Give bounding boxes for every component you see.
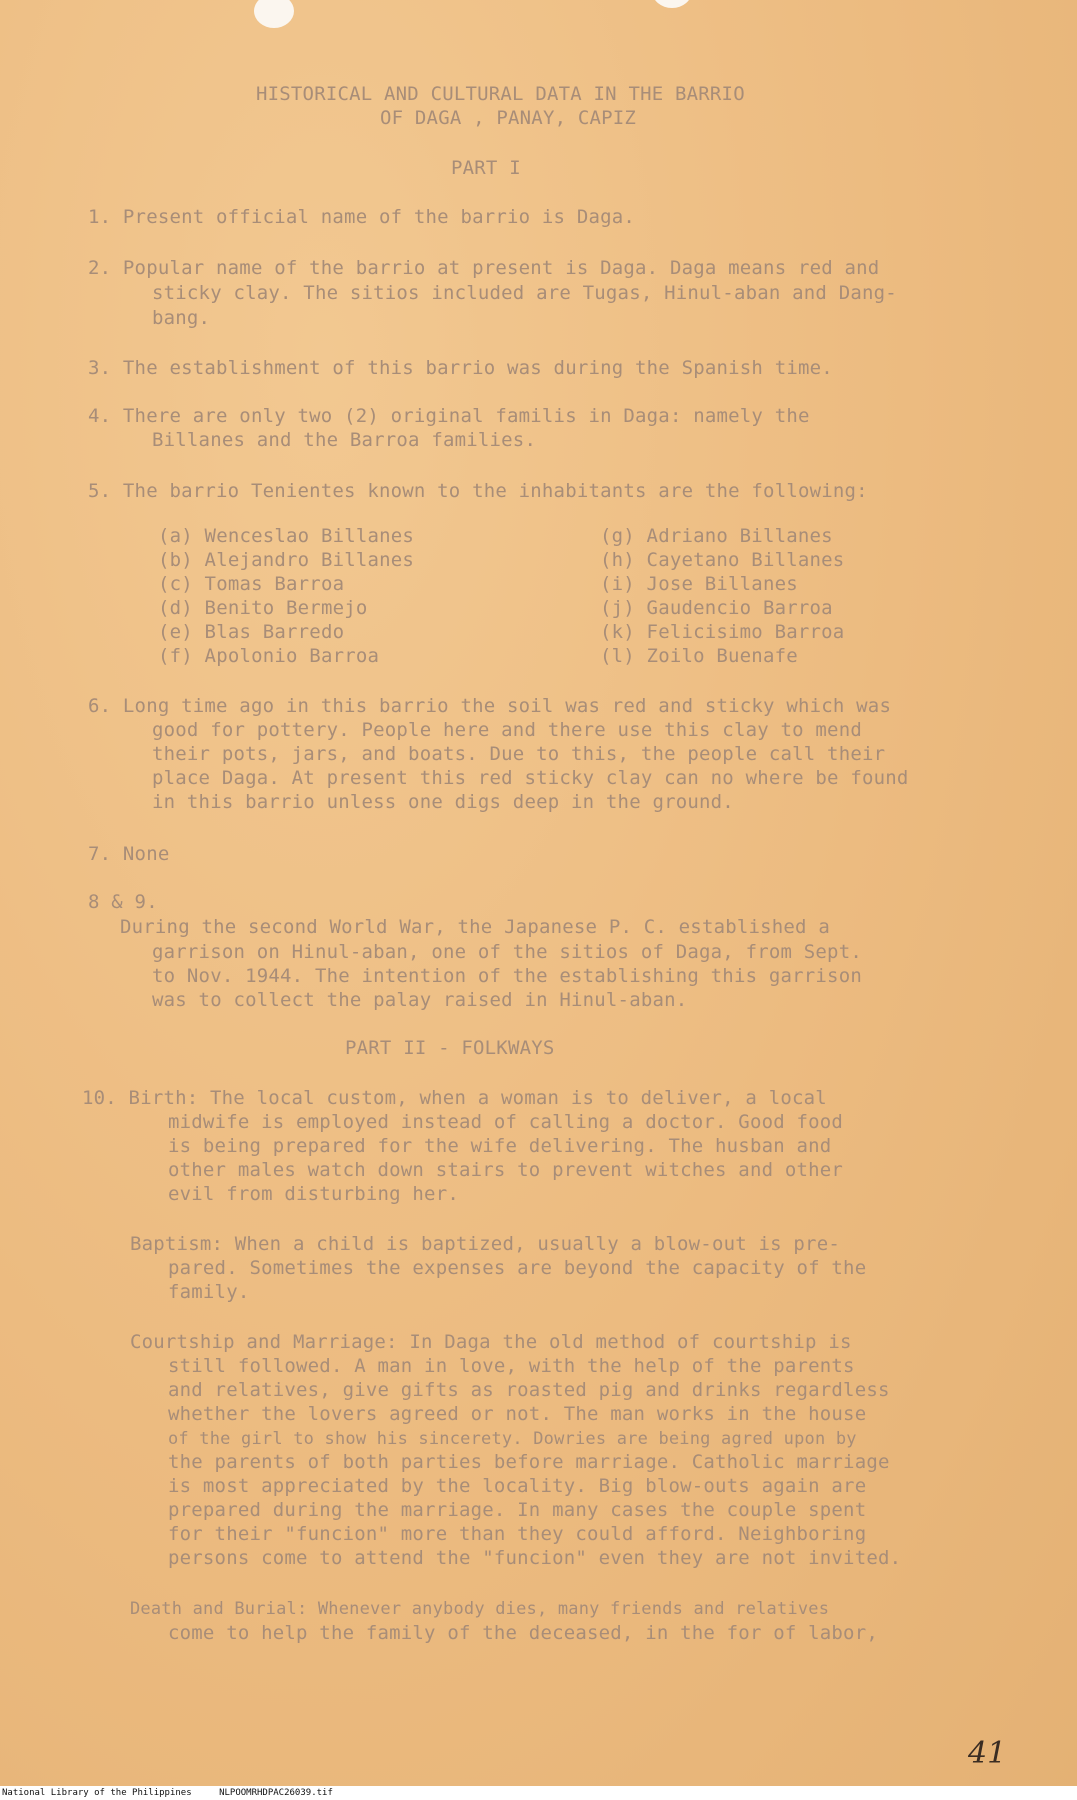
paragraph-line: is most appreciated by the locality. Big blow-outs again are [168,1475,867,1497]
part-heading: PART I [451,157,521,179]
paragraph-line: was to collect the palay raised in Hinul-aban. [152,989,688,1011]
list-item: (f) Apolonio Barroa [158,645,380,667]
handwritten-page-number: 41 [968,1736,1007,1771]
paragraph-line: midwife is employed instead of calling a doctor. Good food [168,1111,844,1133]
footer-file-name: NLPOOMRHDPAC26039.tif [219,1788,333,1798]
list-item: (c) Tomas Barroa [158,573,345,595]
item-2-line: 2. Popular name of the barrio at present is Daga. Daga means red and [88,257,880,279]
item-2-line: bang. [152,307,211,329]
paragraph-line: in this barrio unless one digs deep in the ground. [152,791,734,813]
item-4-line: Billanes and the Barroa families. [152,429,537,451]
list-item: (e) Blas Barredo [158,621,345,643]
item-8-9-number: 8 & 9. [88,891,158,913]
punch-hole [254,0,294,28]
scan-footer [0,1786,1077,1800]
footer-library-name: National Library of the Philippines [2,1788,192,1798]
list-item: (a) Wenceslao Billanes [158,525,415,547]
list-item: (k) Felicisimo Barroa [600,621,845,643]
item-3: 3. The establishment of this barrio was during the Spanish time. [88,357,833,379]
paragraph-line: place Daga. At present this red sticky clay can no where be found [152,767,909,789]
document-title-line1: HISTORICAL AND CULTURAL DATA IN THE BARRIO [256,83,745,105]
list-item: (h) Cayetano Billanes [600,549,845,571]
paragraph-line: Courtship and Marriage: In Daga the old method of courtship is [130,1331,852,1353]
paragraph-line: whether the lovers agreed or not. The man works in the house [168,1403,867,1425]
item-5: 5. The barrio Tenientes known to the inhabitants are the following: [88,480,868,502]
paragraph-line: good for pottery. People here and there use this clay to mend [152,719,862,741]
list-item: (g) Adriano Billanes [600,525,833,547]
item-2-line: sticky clay. The sitios included are Tugas, Hinul-aban and Dang- [152,282,897,304]
item-4-line: 4. There are only two (2) original familis in Daga: namely the [88,405,810,427]
paragraph-line: the parents of both parties before marriage. Catholic marriage [168,1451,890,1473]
list-item: (d) Benito Bermejo [158,597,368,619]
list-item: (i) Jose Billanes [600,573,798,595]
paragraph-line: family. [168,1281,250,1303]
paragraph-line: other males watch down stairs to prevent witches and other [168,1159,844,1181]
paragraph-line: During the second World War, the Japanese P. C. established a [120,916,830,938]
item-7: 7. None [88,843,170,865]
paragraph-line: prepared during the marriage. In many cases the couple spent [168,1499,867,1521]
list-item: (j) Gaudencio Barroa [600,597,833,619]
item-1: 1. Present official name of the barrio is Daga. [88,206,636,228]
paragraph-line: 6. Long time ago in this barrio the soil was red and sticky which was [88,695,892,717]
paragraph-line: still followed. A man in love, with the help of the parents [168,1355,855,1377]
paragraph-line: 10. Birth: The local custom, when a woman is to deliver, a local [82,1087,827,1109]
list-item: (l) Zoilo Buenafe [600,645,798,667]
paragraph-line: is being prepared for the wife delivering. The husban and [168,1135,832,1157]
paragraph-line: and relatives, give gifts as roasted pig and drinks regardless [168,1379,890,1401]
paragraph-line: for their "funcion" more than they could afford. Neighboring [168,1523,867,1545]
paragraph-line: evil from disturbing her. [168,1183,459,1205]
paragraph-line: persons come to attend the "funcion" even they are not invited. [168,1547,902,1569]
paragraph-line: come to help the family of the deceased, in the for of labor, [168,1622,878,1644]
part-heading: PART II - FOLKWAYS [345,1037,555,1059]
paragraph-line: pared. Sometimes the expenses are beyond the capacity of the [168,1257,867,1279]
paragraph-line: Baptism: When a child is baptized, usually a blow-out is pre- [130,1233,840,1255]
punch-hole [652,0,692,8]
paragraph-line: Death and Burial: Whenever anybody dies, many friends and relatives [130,1599,830,1619]
paragraph-line: of the girl to show his sincerety. Dowries are being agred upon by [168,1429,857,1449]
document-title-line2: OF DAGA , PANAY, CAPIZ [380,107,637,129]
paragraph-line: garrison on Hinul-aban, one of the sitios of Daga, from Sept. [152,941,862,963]
paragraph-line: to Nov. 1944. The intention of the establishing this garrison [152,965,862,987]
list-item: (b) Alejandro Billanes [158,549,415,571]
paragraph-line: their pots, jars, and boats. Due to this, the people call their [152,743,886,765]
